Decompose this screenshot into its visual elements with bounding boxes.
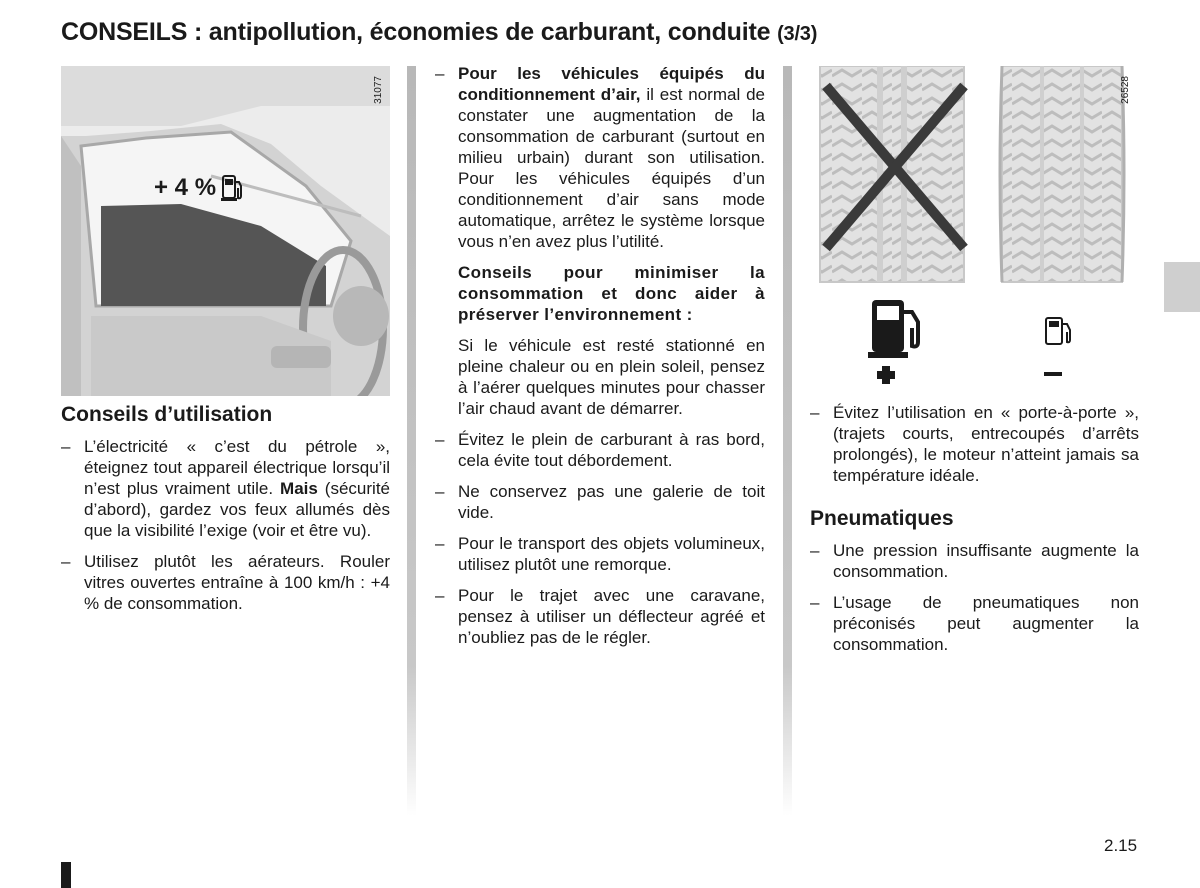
bullet-dash: – — [435, 482, 445, 501]
subheading-minimize-consumption: Conseils pour minimiser la consommation et donc aider à préserver l’environnement : — [458, 263, 765, 324]
fuel-pump-large-icon — [868, 300, 918, 384]
emphasis-text: Mais — [280, 479, 318, 498]
column-divider — [783, 66, 792, 816]
column-3 — [810, 402, 1139, 665]
page-title-part: (3/3) — [777, 23, 818, 45]
bullet-dash: – — [435, 430, 445, 449]
usage-tips-list — [61, 436, 390, 614]
worn-tire-crossed-image — [820, 66, 964, 282]
tire-comparison-figure — [802, 66, 1164, 396]
column-2 — [435, 63, 765, 658]
section-heading-usage: Conseils d’utilisation — [61, 403, 273, 426]
list-item: – L’usage de pneumatiques non préconisés peut augmenter la consommation. — [810, 593, 1139, 654]
column-divider — [407, 66, 416, 816]
fuel-pump-small-icon — [1044, 318, 1070, 376]
emphasis-text: Pour les véhicules équipés du conditionnement d’air, — [458, 64, 765, 104]
car-interior-window-image — [61, 66, 390, 396]
list-item: – Pour le transport des objets volumineux, utilisez plutôt une remorque. — [435, 534, 765, 574]
list-item: – Évitez le plein de carburant à ras bord, cela évite tout débordement. — [435, 430, 765, 470]
ventilation-paragraph: Si le véhicule est resté stationné en pleine chaleur ou en plein soleil, pensez à l’aérer quelques minutes pour chasser l’air chaud avant de démarrer. — [458, 336, 765, 418]
page-number: 2.15 — [1104, 836, 1138, 855]
bullet-dash: – — [435, 534, 445, 553]
air-conditioning-list — [435, 63, 765, 252]
bullet-dash: – — [435, 586, 445, 605]
bullet-dash: – — [61, 437, 71, 456]
bullet-dash: – — [810, 593, 820, 612]
good-tire-image — [1000, 66, 1124, 282]
bullet-dash: – — [810, 541, 820, 560]
consumption-increase-label: + 4 % — [154, 174, 217, 201]
driving-tips-list — [810, 402, 1139, 486]
bullet-dash: – — [61, 552, 71, 571]
tire-tips-list — [810, 540, 1139, 655]
list-item: – Utilisez plutôt les aérateurs. Rouler vitres ouvertes entraîne à 100 km/h : +4 % de consommation. — [61, 552, 390, 613]
list-item: – L’électricité « c’est du pétrole », éteignez tout appareil électrique lorsqu’il n’est plus vraiment utile. Mais (sécurité d’abord), gardez vos feux allumés dès que la visibilité l’exige (voir et être vu). — [61, 437, 390, 540]
column-1 — [61, 402, 390, 624]
page-title: CONSEILS : antipollution, économies de carburant, conduite (3/3) — [61, 18, 818, 46]
figure-number: 31077 — [373, 76, 384, 104]
list-item: – Pour le trajet avec une caravane, pensez à utiliser un déflecteur agréé et n’oubliez pas de le régler. — [435, 586, 765, 647]
list-item: – Évitez l’utilisation en « porte-à-porte », (trajets courts, entrecoupés d’arrêts prolongés), le moteur n’atteint jamais sa température idéale. — [810, 403, 1139, 485]
bullet-dash: – — [810, 403, 820, 422]
figure-number: 26528 — [1120, 76, 1131, 104]
car-interior-figure — [61, 66, 390, 396]
section-heading-tires: Pneumatiques — [810, 507, 954, 530]
consumption-tips-list — [435, 429, 765, 648]
list-item: – Ne conservez pas une galerie de toit vide. — [435, 482, 765, 522]
list-item: – Pour les véhicules équipés du conditionnement d’air, il est normal de constater une augmentation de la consommation de carburant (surtout en milieu urbain) durant son utilisation. Pour les véhicules équipés d’un conditionnement d’air sans mode automatique, arrêtez le système lorsque vous n’en avez plus l’utilité. — [435, 64, 765, 251]
section-tab-marker — [1164, 262, 1200, 312]
bullet-dash: – — [435, 64, 445, 83]
corner-mark — [61, 862, 71, 888]
list-item: – Une pression insuffisante augmente la consommation. — [810, 541, 1139, 581]
fuel-pump-icon — [221, 174, 245, 202]
tire-comparison-image — [802, 66, 1164, 396]
